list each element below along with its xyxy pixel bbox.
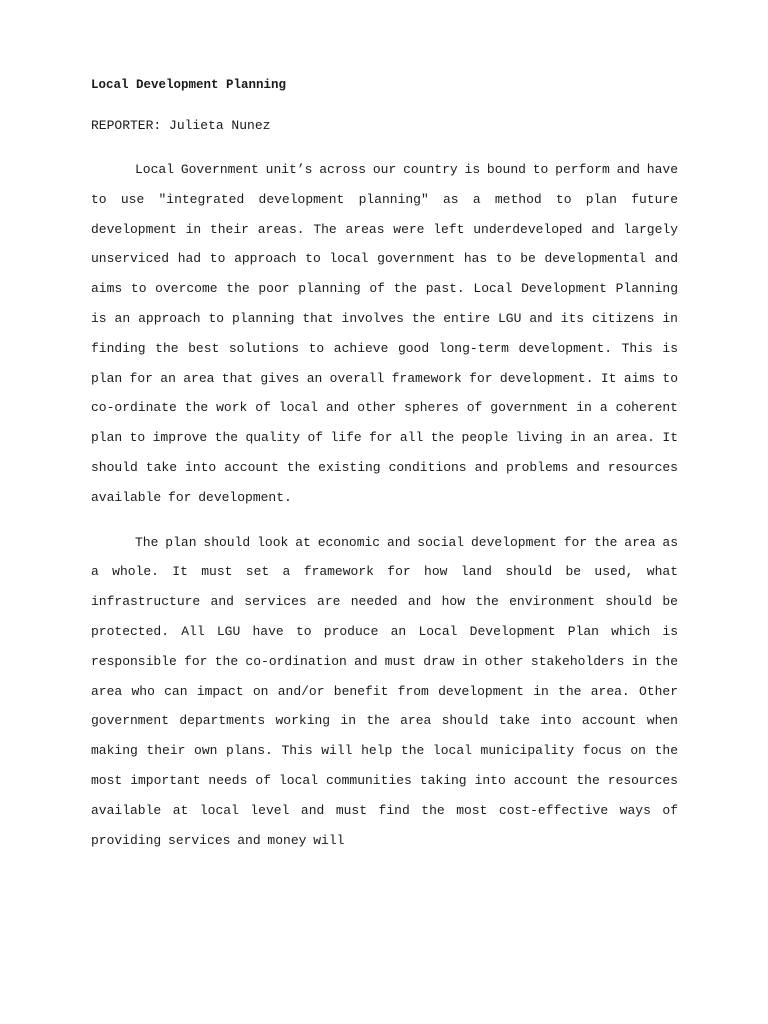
reporter-line: REPORTER: Julieta Nunez [91, 118, 271, 133]
body-paragraph-1: Local Government unit’s across our country is bound to perform and have to use "integrated development planning" as a method to plan future development in their areas. The areas were left underdeveloped and largely unserviced had to approach to local government has to be developmental and aims to overcome the poor planning of the past. Local Development Planning is an approach to planning that involves the entire LGU and its citizens in finding the best solutions to achieve good long-term development. This is plan for an area that gives an overall framework for development. It aims to co-ordinate the work of local and other spheres of government in a coherent plan to improve the quality of life for all the people living in an area. It should take into account the existing conditions and problems and resources available for development. [91, 162, 678, 505]
document-page [91, 74, 678, 1014]
document-title: Local Development Planning [91, 78, 287, 92]
body-paragraph-2: The plan should look at economic and social development for the area as a whole. It must set a framework for how land should be used, what infrastructure and services are needed and how the environment should be protected. All LGU have to produce an Local Development Plan which is responsible for the co-ordination and must draw in other stakeholders in the area who can impact on and/or benefit from development in the area. Other government departments working in the area should take into account when making their own plans. This will help the local municipality focus on the most important needs of local communities taking into account the resources available at local level and must find the most cost-effective ways of providing services and money will [91, 534, 678, 848]
